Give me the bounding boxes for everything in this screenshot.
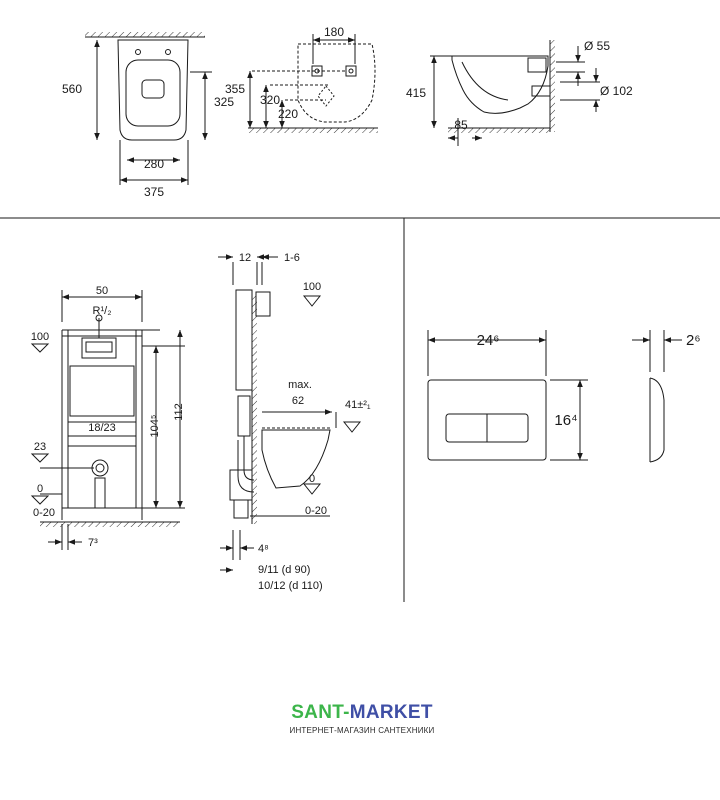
dim-bowl-outer-width: 375 bbox=[143, 185, 165, 199]
dim-frame-height-104: 104⁵ bbox=[149, 414, 161, 438]
dim-level-220: 220 bbox=[277, 107, 298, 121]
dim-plate-height: 16⁴ bbox=[554, 412, 578, 429]
dim-plate-thickness: 2⁶ bbox=[686, 332, 701, 349]
brand-tagline: ИНТЕРНЕТ-МАГАЗИН САНТЕХНИКИ bbox=[289, 726, 435, 735]
label-floor-range: 0-20 bbox=[32, 507, 56, 519]
brand-logo[interactable] bbox=[282, 702, 442, 735]
dim-frame-height-112: 112 bbox=[173, 403, 185, 421]
label-max: max. bbox=[288, 379, 312, 391]
dim-pipe-d110: 10/12 (d 110) bbox=[258, 580, 323, 592]
dim-pipe-d90: 9/11 (d 90) bbox=[258, 564, 311, 576]
flush-plate-front bbox=[428, 330, 588, 460]
dim-plate-width: 24⁶ bbox=[476, 332, 500, 349]
label-side-top-level: 100 bbox=[302, 281, 322, 293]
brand-name-part2: MARKET bbox=[349, 702, 433, 723]
dim-bowl-seat-height: 325 bbox=[214, 95, 235, 109]
label-side-floor-zero: 0 bbox=[308, 473, 316, 485]
bowl-fixing-plan bbox=[248, 34, 378, 133]
dim-bowl-inner-width: 280 bbox=[143, 157, 165, 171]
dim-bowl-side-height: 415 bbox=[405, 86, 426, 100]
dim-pipe-offset: 4⁸ bbox=[258, 543, 269, 555]
dim-pipe-102: Ø 102 bbox=[600, 84, 633, 98]
brand-name-part1: SANT- bbox=[291, 702, 350, 723]
frame-side-view bbox=[218, 257, 336, 570]
dim-pipe-55: Ø 55 bbox=[584, 39, 611, 53]
frame-front-view bbox=[40, 290, 185, 550]
dim-side-depth-12: 12 bbox=[238, 252, 252, 264]
dim-level-355: 355 bbox=[224, 82, 245, 96]
dim-frame-width: 50 bbox=[95, 285, 109, 297]
dim-offset-85: 85 bbox=[454, 118, 468, 132]
label-bolt-range: 18/23 bbox=[88, 422, 116, 434]
label-top-level: 100 bbox=[30, 331, 50, 343]
label-outlet-level: 23 bbox=[33, 441, 47, 453]
dim-bowl-height: 560 bbox=[61, 82, 82, 96]
dim-bottom-offset: 7³ bbox=[88, 537, 98, 549]
dim-side-depth-1-6: 1-6 bbox=[284, 252, 300, 264]
label-thread: R¹/₂ bbox=[92, 305, 112, 317]
flush-plate-side bbox=[632, 330, 682, 462]
label-side-floor-range: 0-20 bbox=[304, 505, 328, 517]
brand-name bbox=[282, 702, 442, 724]
dim-max-depth: 62 bbox=[291, 395, 305, 407]
dim-level-320: 320 bbox=[259, 93, 280, 107]
dim-fixing-spacing: 180 bbox=[323, 25, 345, 39]
label-seat-level: 41±²₁ bbox=[345, 399, 371, 411]
label-floor-zero: 0 bbox=[36, 483, 44, 495]
